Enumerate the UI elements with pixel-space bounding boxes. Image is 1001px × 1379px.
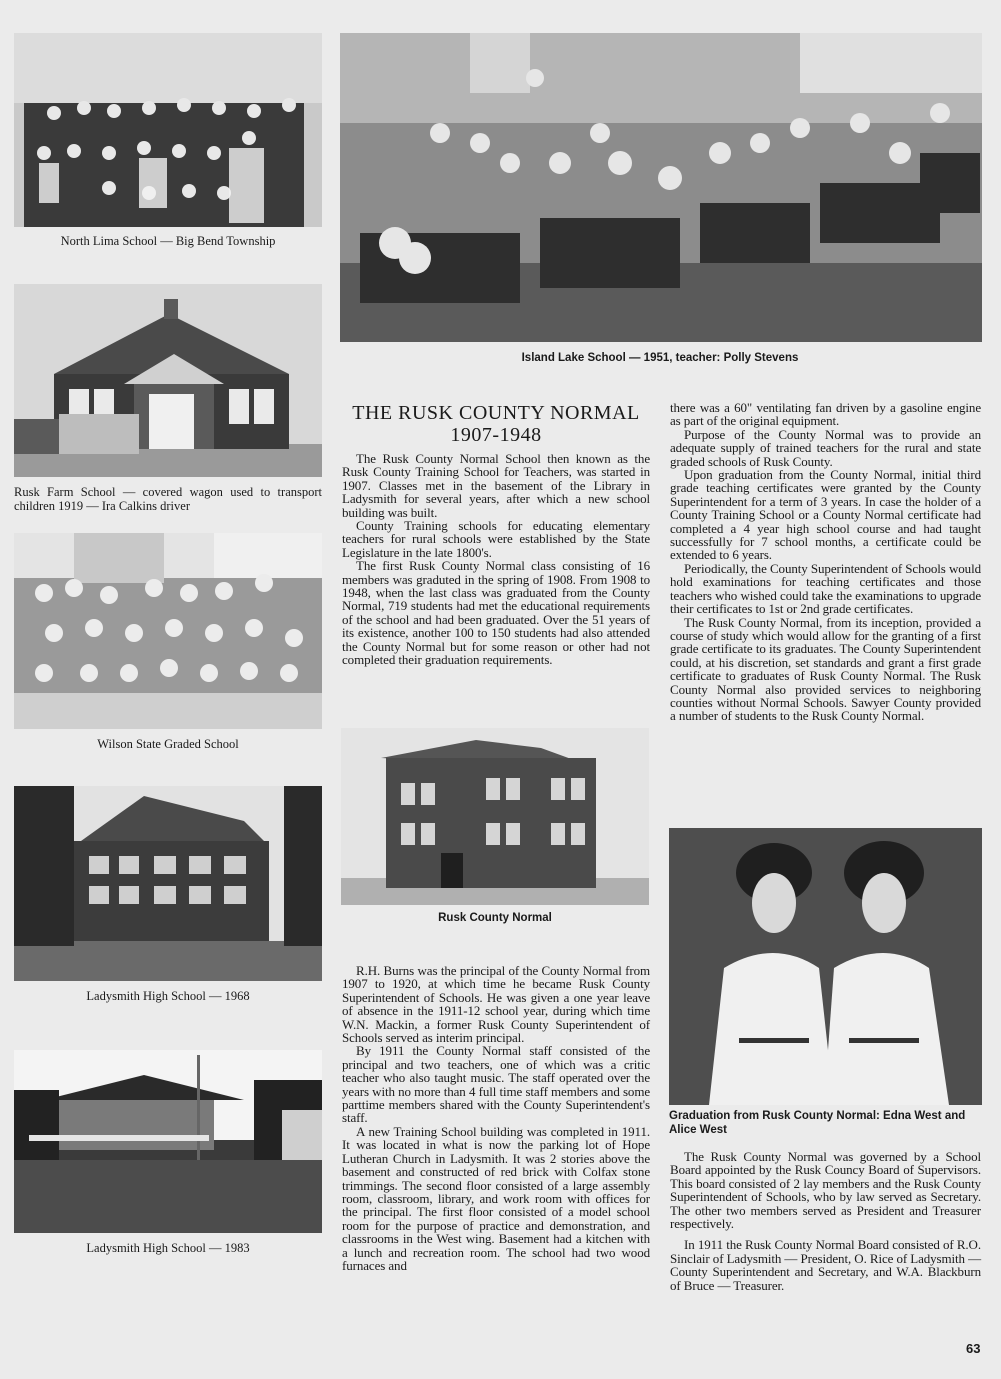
graduation-caption: Graduation from Rusk County Normal: Edna West and Alice West [669,1110,966,1136]
page-number: 63 [966,1341,981,1356]
ladysmith-1968-photo [14,786,322,981]
rusk-farm-school-photo [14,284,322,477]
article-title-years: 1907-1948 [450,424,542,446]
paragraph: R.H. Burns was the principal of the County Normal from 1907 to 1920, at which time he became Rusk County Superintendent of Schools. He was given a one year leave of absence in the 1911-12 school year, during which time W.N. Mackin, a former Rusk County Superintendent of Schools served as interim principal. [342,963,650,1046]
paragraph: The Rusk County Normal School then known as the Rusk County Training School for Teachers, was started in 1907. Classes met in the basement of the Library in Ladysmith for several years, after which a new school building was built. [342,451,650,520]
wilson-school-photo [14,533,322,729]
paragraph: The Rusk County Normal, from its inception, provided a course of study which would allow for the granting of a first grade certificate to its graduates. The County Superintendent could, at his discretion, set standards and grant a first grade certificate to graduates of Rusk County Normal. The Rusk County Normal also provided services to neighboring counties without Normal Schools. Sawyer County provided a number of students to the Rusk County Normal. [670,614,981,724]
article-column-1 [342,452,650,667]
rusk-county-normal-caption: Rusk County Normal [438,912,552,924]
island-lake-school-photo [340,33,982,342]
article-column-3b [670,1150,981,1292]
ladysmith-1983-photo [14,1050,322,1233]
paragraph: The first Rusk County Normal class consisting of 16 members was graduted in the spring of 1908. From 1908 to 1948, when the last class was graduated from the County Normal, 719 students had met the educational requirements of the school and had been graduated. Over the 51 years of its existence, another 100 to 150 students had also attended the County Normal but for some reason or other had not completed their graduation requirements. [342,558,650,668]
rusk-farm-caption: Rusk Farm School — covered wagon used to transport children 1919 — Ira Calkins driver [14,485,322,513]
paragraph: The Rusk County Normal was governed by a School Board appointed by the Rusk Councy Board of Supervisors. This board consisted of 2 lay members and the Rusk County Superintendent of Schools, who by law served as Secretary. The other two members served as President and Treasurer respectively. [670,1149,981,1232]
north-lima-caption: North Lima School — Big Bend Township [60,234,276,248]
article-column-3a [670,401,981,723]
paragraph: Upon graduation from the County Normal, initial third grade teaching certificates were granted by the County Superintendent for a term of 3 years. In case the holder of a County Training School or a County Normal certificate had completed a 4 year high school course and had taught successfully for 7 school months, a certificate could be extended to 6 years. [670,467,981,563]
article-title [342,402,650,446]
rusk-county-normal-photo [341,728,649,905]
paragraph: Periodically, the County Superintendent of Schools would hold examinations for teaching certificates and those teachers who wished could take the examinations to upgrade their certificates to 1st or 2nd grade certificates. [670,560,981,617]
north-lima-school-photo [14,33,322,227]
ladysmith-1968-caption: Ladysmith High School — 1968 [86,989,250,1003]
paragraph: In 1911 the Rusk County Normal Board consisted of R.O. Sinclair of Ladysmith — President, O. Rice of Ladysmith — County Superintendent and Secretary, and W.A. Blackburn of Bruce — Treasurer. [670,1237,981,1293]
paragraph: A new Training School building was completed in 1911. It was located in what is now the parking lot of Hope Lutheran Church in Ladysmith. It was 2 stories above the basement and constructed of red brick with Colfax stone trimmings. The second floor consisted of a large assembly room, classroom, library, and work room with offices for the principal. The first floor consisted of a model school room for the purpose of practice and demonstration, and classrooms in the West wing. Basement had a kitchen with a lunch and recreation room. The school had two wood furnaces and [342,1123,650,1273]
wilson-caption: Wilson State Graded School [97,737,239,751]
paragraph: there was a 60" ventilating fan driven by a gasoline engine as part of the original equipment. [670,400,981,429]
graduation-photo [669,828,982,1105]
article-column-2 [342,964,650,1272]
paragraph: County Training schools for educating elementary teachers for rural schools were established by the State Legislature in the late 1800's. [342,518,650,560]
paragraph: By 1911 the County Normal staff consisted of the principal and two teachers, one of which was a critic teacher who also taught music. The staff operated over the years with no more than 4 full time staff members and some parttime members shared with the County Superintendent's staff. [342,1043,650,1126]
article-title-main: THE RUSK COUNTY NORMAL [352,402,640,424]
island-lake-caption: Island Lake School — 1951, teacher: Polly Stevens [521,352,799,364]
ladysmith-1983-caption: Ladysmith High School — 1983 [86,1241,250,1255]
paragraph: Purpose of the County Normal was to provide an adequate supply of trained teachers for the rural and state graded schools of Rusk County. [670,426,981,469]
